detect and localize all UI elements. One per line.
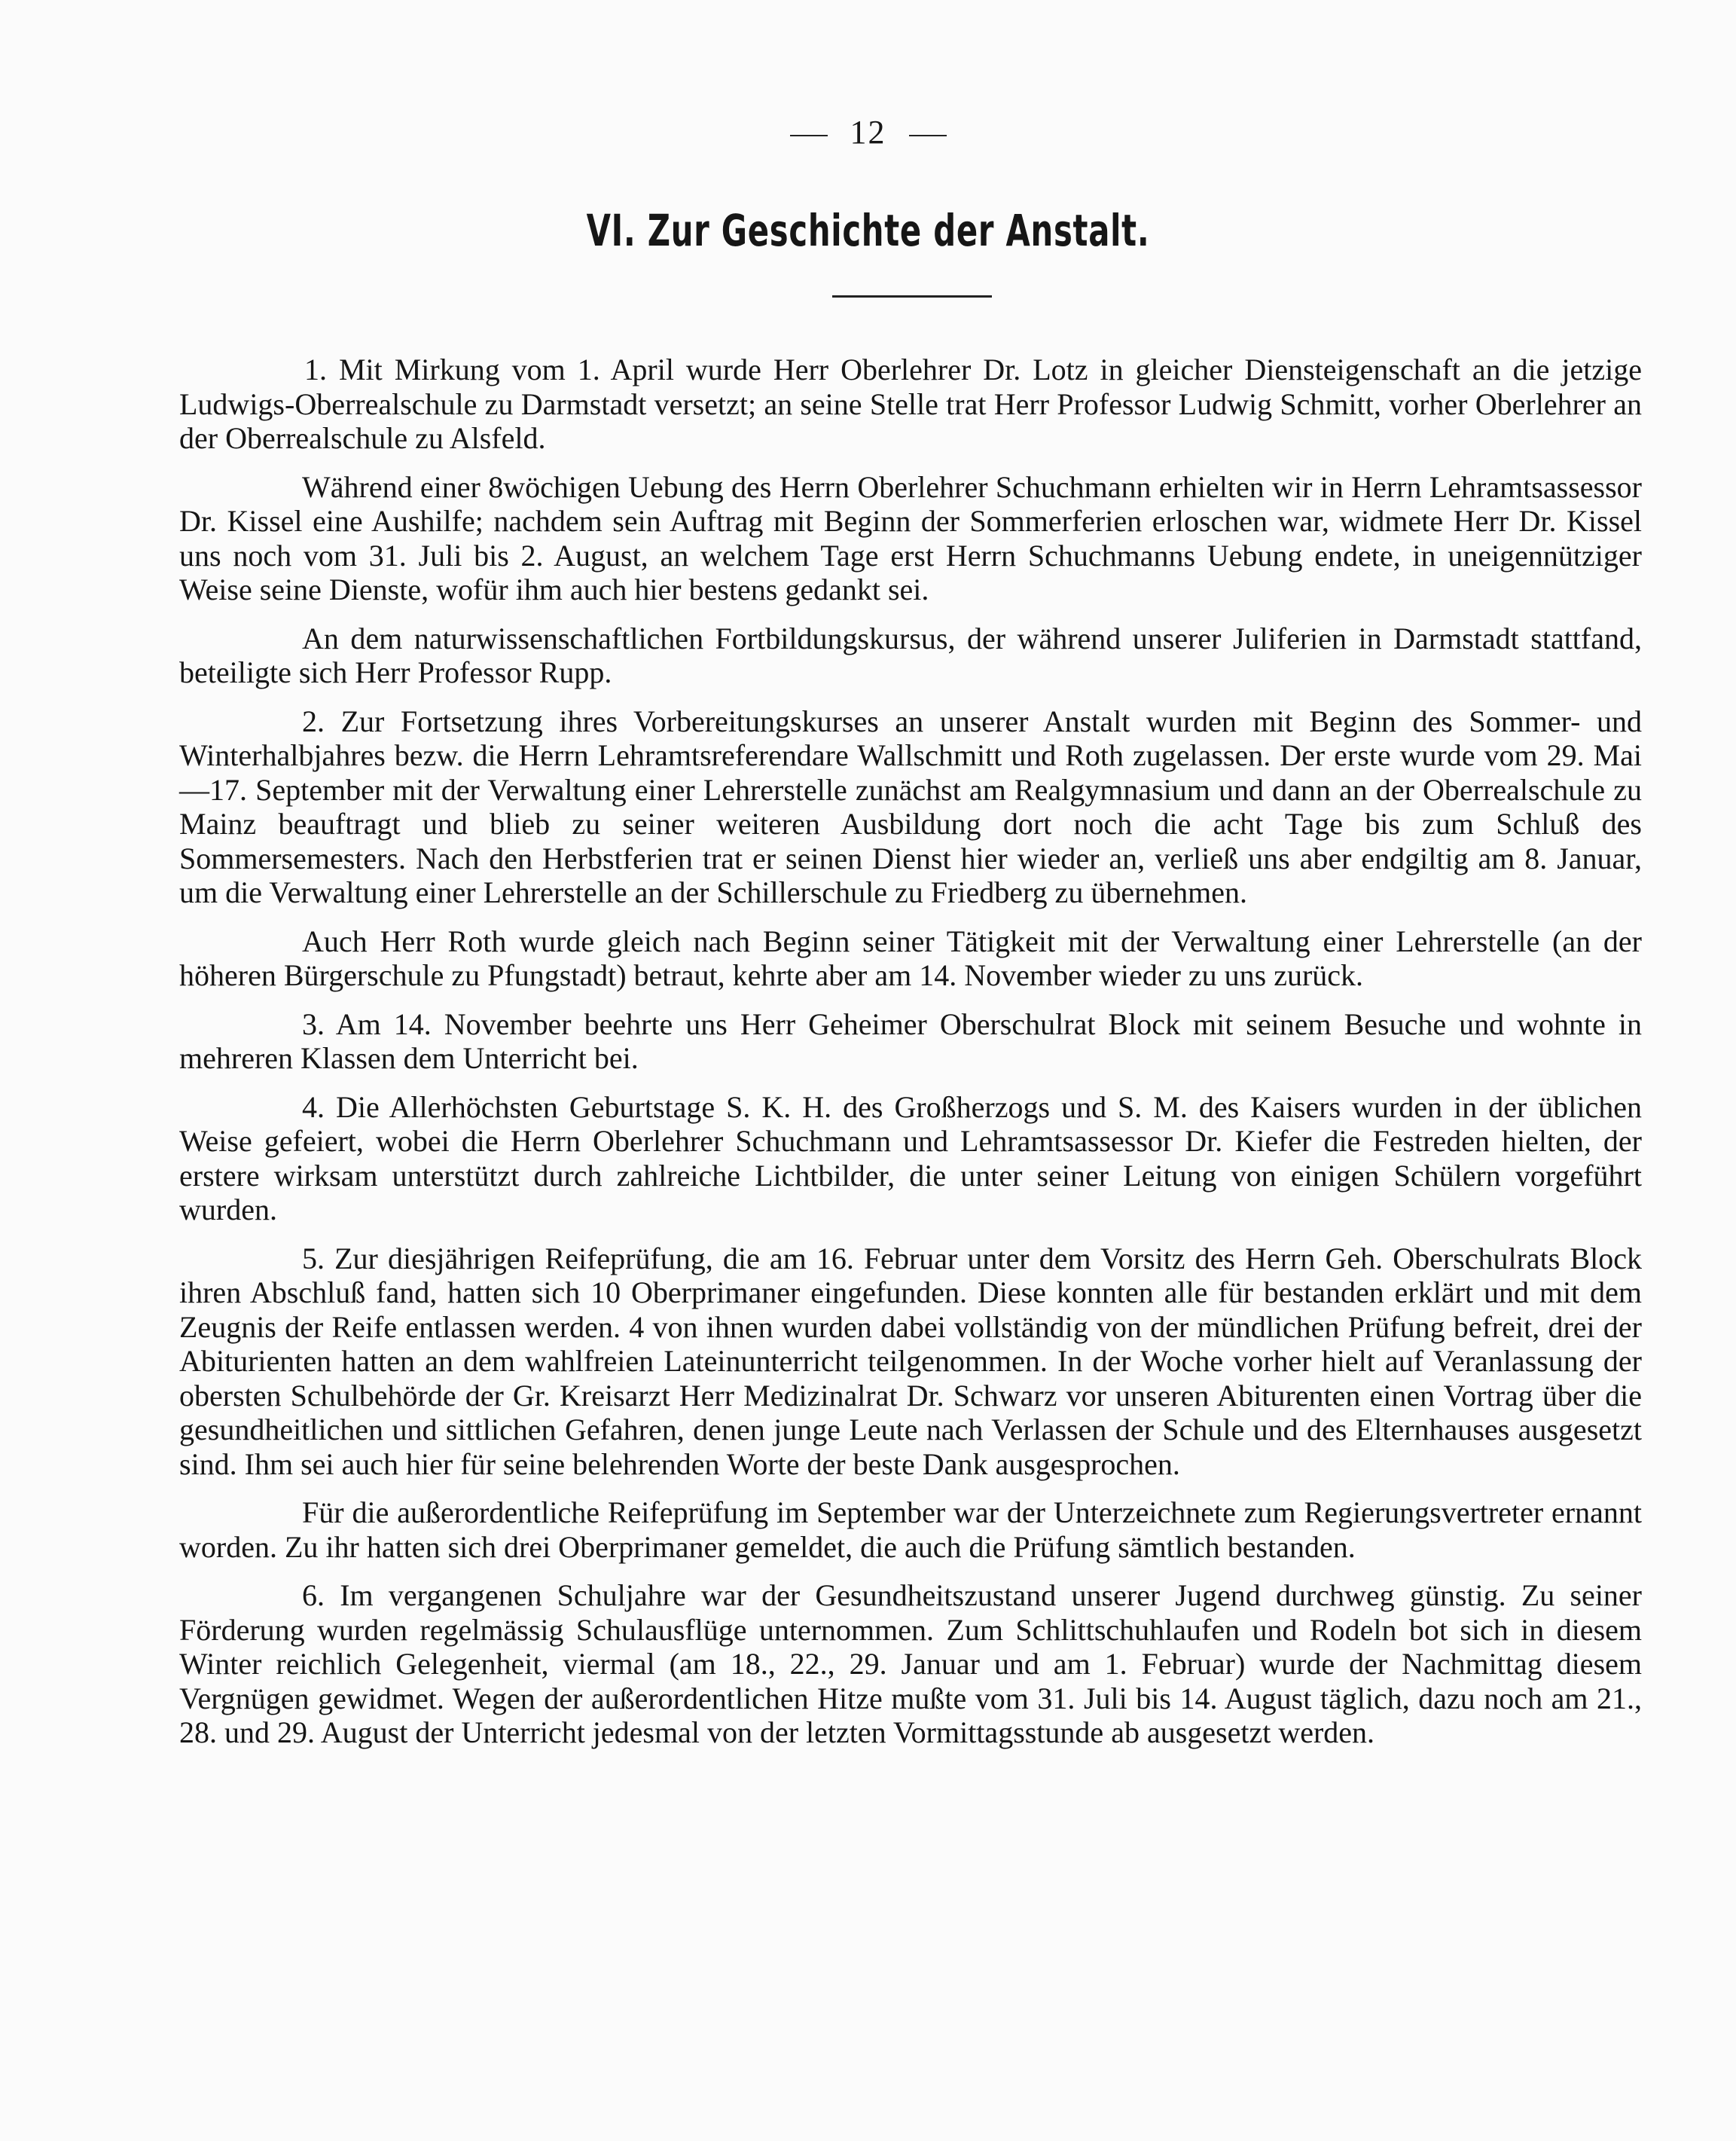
paragraph-3: An dem naturwissenschaftlichen Fortbildungskursus, der während unserer Juliferien in Darmstadt stattfand, beteiligte sich Herr Professor Rupp. <box>179 621 1642 689</box>
paragraph-4: 2. Zur Fortsetzung ihres Vorbereitungskurses an unserer Anstalt wurden mit Beginn des Sommer- und Winterhalbjahres bezw. die Herrn Lehramtsreferendare Wallschmitt und Roth zugelassen. Der erste wurde vom 29. Mai—17. September mit der Verwaltung einer Lehrerstelle zunächst am Realgymnasium und dann an der Oberrealschule zu Mainz beauftragt und blieb zu seiner weiteren Ausbildung dort noch die acht Tage bis zum Schluß des Sommersemesters. Nach den Herbstferien trat er seinen Dienst hier wieder an, verließ uns aber endgiltig am 8. Januar, um die Verwaltung einer Lehrerstelle an der Schillerschule zu Friedberg zu übernehmen. <box>179 704 1642 909</box>
paragraph-6: 3. Am 14. November beehrte uns Herr Geheimer Oberschulrat Block mit seinem Besuche und wohnte in mehreren Klassen dem Unterricht bei. <box>179 1006 1642 1075</box>
paragraph-7: 4. Die Allerhöchsten Geburtstage S. K. H. des Großherzogs und S. M. des Kaisers wurden in der üblichen Weise gefeiert, wobei die Herrn Oberlehrer Schuchmann und Lehramtsassessor Dr. Kiefer die Festreden hielten, der erstere wirksam unterstützt durch zahlreiche Lichtbilder, die unter seiner Leitung von einigen Schülern vorgeführt wurden. <box>179 1089 1642 1226</box>
page-number-dash-left <box>790 135 828 136</box>
paragraph-5: Auch Herr Roth wurde gleich nach Beginn seiner Tätigkeit mit der Verwaltung einer Lehrerstelle (an der höheren Bürgerschule zu Pfungstadt) betraut, kehrte aber am 14. November wieder zu uns zurück. <box>179 924 1642 992</box>
paragraph-8: 5. Zur diesjährigen Reifeprüfung, die am 16. Februar unter dem Vorsitz des Herrn Geh. Oberschulrats Block ihren Abschluß fand, hatten sich 10 Oberprimaner eingefunden. Diese konnten alle für bestanden erklärt und mit dem Zeugnis der Reife entlassen werden. 4 von ihnen wurden dabei vollständig von der mündlichen Prüfung befreit, drei der Abiturienten hatten an dem wahlfreien Lateinunterricht teilgenommen. In der Woche vorher hielt auf Veranlassung der obersten Schulbehörde der Gr. Kreisarzt Herr Medizinalrat Dr. Schwarz vor unseren Abiturenten einen Vortrag über die gesundheitlichen und sittlichen Gefahren, denen junge Leute nach Verlassen der Schule und des Elternhauses ausgesetzt sind. Ihm sei auch hier für seine belehrenden Worte der beste Dank ausgesprochen. <box>179 1241 1642 1481</box>
paragraph-1: 1. Mit Mirkung vom 1. April wurde Herr Oberlehrer Dr. Lotz in gleicher Diensteigenschaft an die jetzige Ludwigs-Oberrealschule zu Darmstadt versetzt; an seine Stelle trat Herr Professor Ludwig Schmitt, vorher Oberlehrer an der Oberrealschule zu Alsfeld. <box>179 353 1642 455</box>
section-heading: VI. Zur Geschichte der Anstalt. <box>586 205 1150 256</box>
heading-rule <box>832 295 992 298</box>
page-number <box>0 113 1736 151</box>
page-number-dash-right <box>909 135 947 136</box>
body-text <box>179 353 1642 1764</box>
paragraph-10: 6. Im vergangenen Schuljahre war der Gesundheitszustand unserer Jugend durchweg günstig. Zu seiner Förderung wurden regelmässig Schulausflüge unternommen. Zum Schlittschuhlaufen und Rodeln bot sich in diesem Winter reichlich Gelegenheit, viermal (am 18., 22., 29. Januar und am 1. Februar) wurde der Nachmittag diesem Vergnügen gewidmet. Wegen der außerordentlichen Hitze mußte vom 31. Juli bis 14. August täglich, dazu noch am 21., 28. und 29. August der Unterricht jedesmal von der letzten Vormittagsstunde ab ausgesetzt werden. <box>179 1578 1642 1749</box>
page-number-value: 12 <box>850 114 886 151</box>
paragraph-9: Für die außerordentliche Reifeprüfung im September war der Unterzeichnete zum Regierungsvertreter ernannt worden. Zu ihr hatten sich drei Oberprimaner gemeldet, die auch die Prüfung sämtlich bestanden. <box>179 1495 1642 1564</box>
paragraph-2: Während einer 8wöchigen Uebung des Herrn Oberlehrer Schuchmann erhielten wir in Herrn Lehramtsassessor Dr. Kissel eine Aushilfe; nachdem sein Auftrag mit Beginn der Sommerferien erloschen war, widmete Herr Dr. Kissel uns noch vom 31. Juli bis 2. August, an welchem Tage erst Herrn Schuchmanns Uebung endete, in uneigennütziger Weise seine Dienste, wofür ihm auch hier bestens gedankt sei. <box>179 469 1642 606</box>
